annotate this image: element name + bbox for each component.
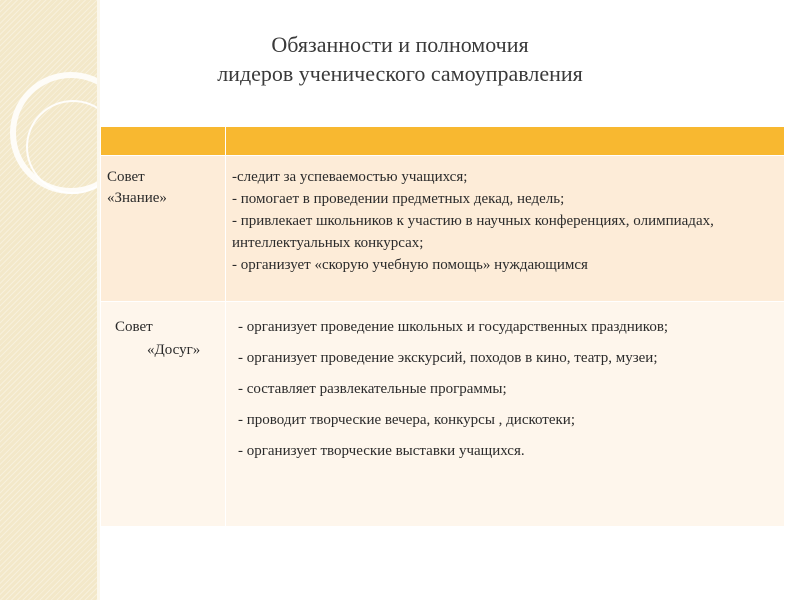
duty-item: - помогает в проведении предметных декад, недель;	[232, 191, 565, 207]
title-line-2: лидеров ученического самоуправления	[217, 61, 583, 86]
council-cell	[101, 302, 226, 527]
title-line-1: Обязанности и полномочия	[271, 32, 529, 57]
header-cell-council	[101, 127, 226, 156]
duty-item: - организует проведение школьных и государственных праздников;	[238, 319, 669, 335]
duty-item: - привлекает школьников к участию в научных конференциях, олимпиадах, интеллектуальных конкурсах;	[232, 213, 714, 251]
council-name: «Досуг»	[147, 342, 201, 358]
slide-title	[100, 30, 700, 88]
council-label	[101, 302, 225, 362]
table-row	[101, 156, 785, 302]
duties-cell	[226, 302, 785, 527]
duties-table	[100, 126, 785, 527]
duty-item: - организует проведение экскурсий, походов в кино, театр, музеи;	[238, 350, 658, 366]
duty-item: - организует творческие выставки учащихся.	[238, 443, 525, 459]
council-cell	[101, 156, 226, 302]
table-row	[101, 302, 785, 527]
duties-list	[226, 156, 784, 276]
duty-item: -следит за успеваемостью учащихся;	[232, 169, 468, 185]
duty-item: - проводит творческие вечера, конкурсы , дискотеки;	[238, 412, 575, 428]
council-label	[101, 156, 225, 209]
duties-list	[226, 302, 784, 463]
council-word: Совет	[107, 169, 145, 185]
table-header-row	[101, 127, 785, 156]
duty-item: - составляет развлекательные программы;	[238, 381, 507, 397]
council-word: Совет	[115, 319, 153, 335]
duty-item: - организует «скорую учебную помощь» нуждающимся	[232, 257, 588, 273]
council-name: «Знание»	[107, 190, 167, 206]
decorative-side-band	[0, 0, 97, 600]
header-cell-duties	[226, 127, 785, 156]
duties-cell	[226, 156, 785, 302]
